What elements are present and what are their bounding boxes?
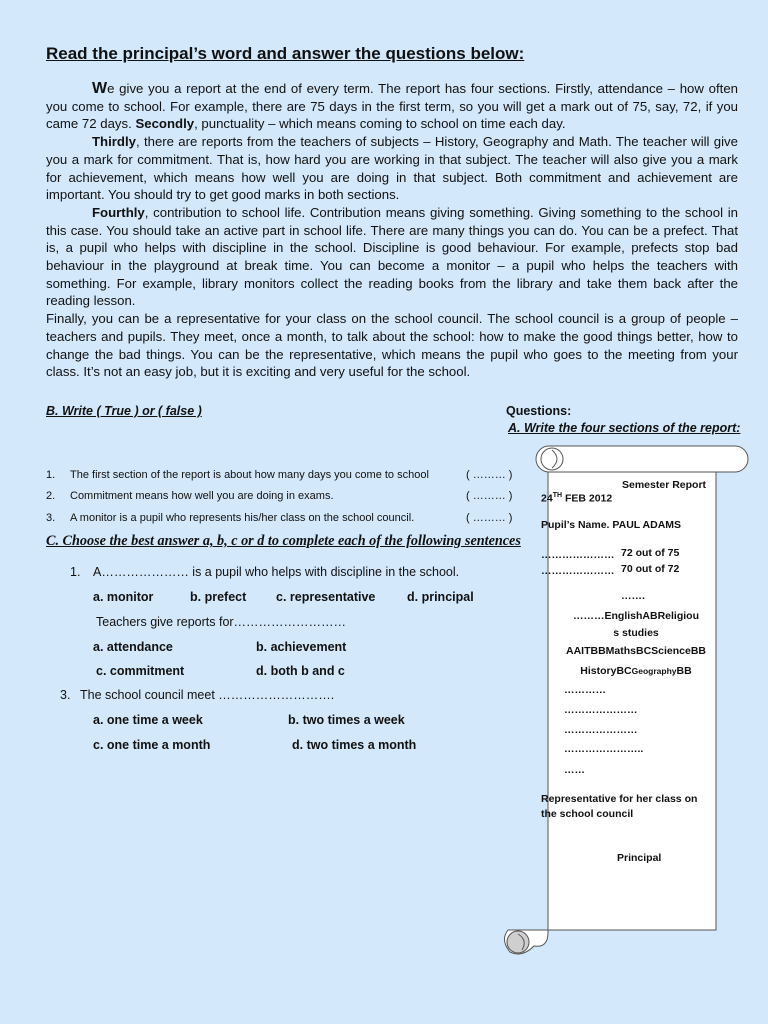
q1-option-a[interactable]: a. monitor: [93, 590, 154, 604]
answer-blank[interactable]: ( ……… ): [466, 490, 513, 502]
date-rest: FEB 2012: [562, 492, 613, 505]
blank-line-5: ……: [564, 764, 585, 776]
q2-option-c[interactable]: c. commitment: [96, 664, 185, 678]
subjects-line-2: s studies: [613, 627, 659, 639]
section-c-heading: C. Choose the best answer a, b, c or d to complete each of the following sentences: [46, 533, 521, 549]
q2-option-d[interactable]: d. both b and c: [256, 664, 345, 678]
q1-option-c[interactable]: c. representative: [276, 590, 376, 604]
passage-bold: Fourthly: [92, 204, 145, 220]
item-text: The first section of the report is about how many days you come to school: [70, 469, 429, 481]
q3-option-a[interactable]: a. one time a week: [93, 713, 203, 727]
passage-text: , there are reports from the teachers of subjects – History, Geography and Math. The teacher will give you a mark for commitment. That is, how hard you are working in that subject. The teacher will also give you a mark for achievement, which means how well you are doing in that subject. Both commitment and achievement are important. You should try to get good marks in both sections.: [46, 134, 738, 203]
section-c-heading-wrapper: [46, 533, 532, 555]
item-text: A monitor is a pupil who represents his/her class on the school council.: [70, 512, 415, 524]
reading-passage: [46, 80, 738, 381]
subject-geography-grade: BB: [676, 665, 692, 677]
passage-text: , punctuality – which means coming to school on time each day.: [194, 116, 566, 132]
blank-line-4: …………………..: [564, 743, 644, 755]
pupil-name: Pupil’s Name. PAUL ADAMS: [541, 519, 682, 531]
passage-paragraph-1: [46, 80, 738, 133]
subjects-line-3: AAITBBMathsBCScienceBB: [565, 645, 707, 657]
attendance-dots: …………………: [541, 549, 615, 561]
q1-option-b[interactable]: b. prefect: [190, 590, 247, 604]
report-title: Semester Report: [622, 479, 707, 491]
report-date: [541, 492, 612, 505]
item-text: Commitment means how well you are doing in exams.: [70, 490, 334, 502]
blank-line-3: …………………: [564, 724, 638, 736]
section-a-heading: A. Write the four sections of the report:: [508, 421, 741, 435]
subjects-line-1: ………EnglishABReligiou: [573, 610, 699, 622]
drop-letter: W: [92, 80, 108, 97]
questions-label: Questions:: [506, 404, 572, 418]
item-number: 1.: [46, 469, 56, 481]
question-3-text: The school council meet ……………………….: [80, 688, 335, 702]
blank-line-2: …………………: [564, 704, 638, 716]
passage-text: , contribution to school life. Contribution means giving something. Giving something to the school in this case. You should take an active part in school life. There are many things you can do. You can be a prefect. That is, a pupil who helps with discipline in the school. Discipline is good behaviour. For example, prefects stop bad behaviour in the playground at break time. You can become a monitor – a pupil who helps the teachers with something. For example, library monitors collect the reading books from the library and take them back after the reading lesson.: [46, 204, 738, 309]
true-false-item: [46, 490, 513, 502]
question-3-number: 3.: [60, 688, 71, 702]
q2-option-b[interactable]: b. achievement: [256, 640, 347, 654]
date-suffix: TH: [552, 492, 563, 499]
punctuality-value: 70 out of 72: [621, 563, 680, 575]
answer-blank[interactable]: ( ……… ): [466, 512, 513, 524]
punctuality-dots: …………………: [541, 565, 615, 577]
q3-option-c[interactable]: c. one time a month: [93, 738, 211, 752]
item-number: 2.: [46, 490, 56, 502]
question-2-text: Teachers give reports for………………………: [96, 615, 347, 629]
passage-paragraph-2: [46, 133, 738, 204]
answer-blank[interactable]: ( ……… ): [466, 469, 513, 481]
passage-paragraph-4: Finally, you can be a representative for your class on the school council. The school council is a group of people – teachers and pupils. They meet, once a month, to talk about the school: how to make the good things better, how to change the bad things. You can be the representative, which means the pupil who goes to the meeting from your class. It’s not an easy job, but it is exciting and very useful for the school.: [46, 311, 738, 380]
true-false-item: [46, 469, 513, 481]
q2-option-a[interactable]: a. attendance: [93, 640, 173, 654]
passage-paragraph-3: [46, 204, 738, 310]
true-false-item: [46, 512, 513, 524]
question-1-text: A………………… is a pupil who helps with discipline in the school.: [93, 565, 460, 579]
subject-geography: Geography: [631, 666, 677, 676]
passage-text: e give you a report at the end of every term. The report has four sections. Firstly, attendance – how often you come to school. For example, there are 75 days in the first term, so you will get a mark out of 75, say, 72, if you came 72 days.: [46, 81, 738, 132]
page-title: Read the principal’s word and answer the questions below:: [46, 44, 525, 63]
item-number: 3.: [46, 512, 56, 524]
subject-history: HistoryBC: [580, 665, 632, 677]
section-b-heading: B. Write ( True ) or ( false ): [46, 404, 202, 418]
principal-signature: Principal: [617, 852, 662, 864]
q3-option-d[interactable]: d. two times a month: [292, 738, 417, 752]
blank-line-1: …………: [564, 684, 606, 696]
q3-option-b[interactable]: b. two times a week: [288, 713, 405, 727]
attendance-value: 72 out of 75: [621, 547, 680, 559]
subjects-line-4: [538, 665, 734, 677]
q1-option-d[interactable]: d. principal: [407, 590, 474, 604]
filler-dots: …….: [621, 590, 645, 602]
passage-bold: Thirdly: [92, 134, 136, 150]
question-1-number: 1.: [70, 565, 81, 579]
representative-note: Representative for her class on the school council: [541, 793, 698, 820]
passage-bold: Secondly: [135, 116, 195, 132]
date-day: 24: [541, 492, 553, 505]
